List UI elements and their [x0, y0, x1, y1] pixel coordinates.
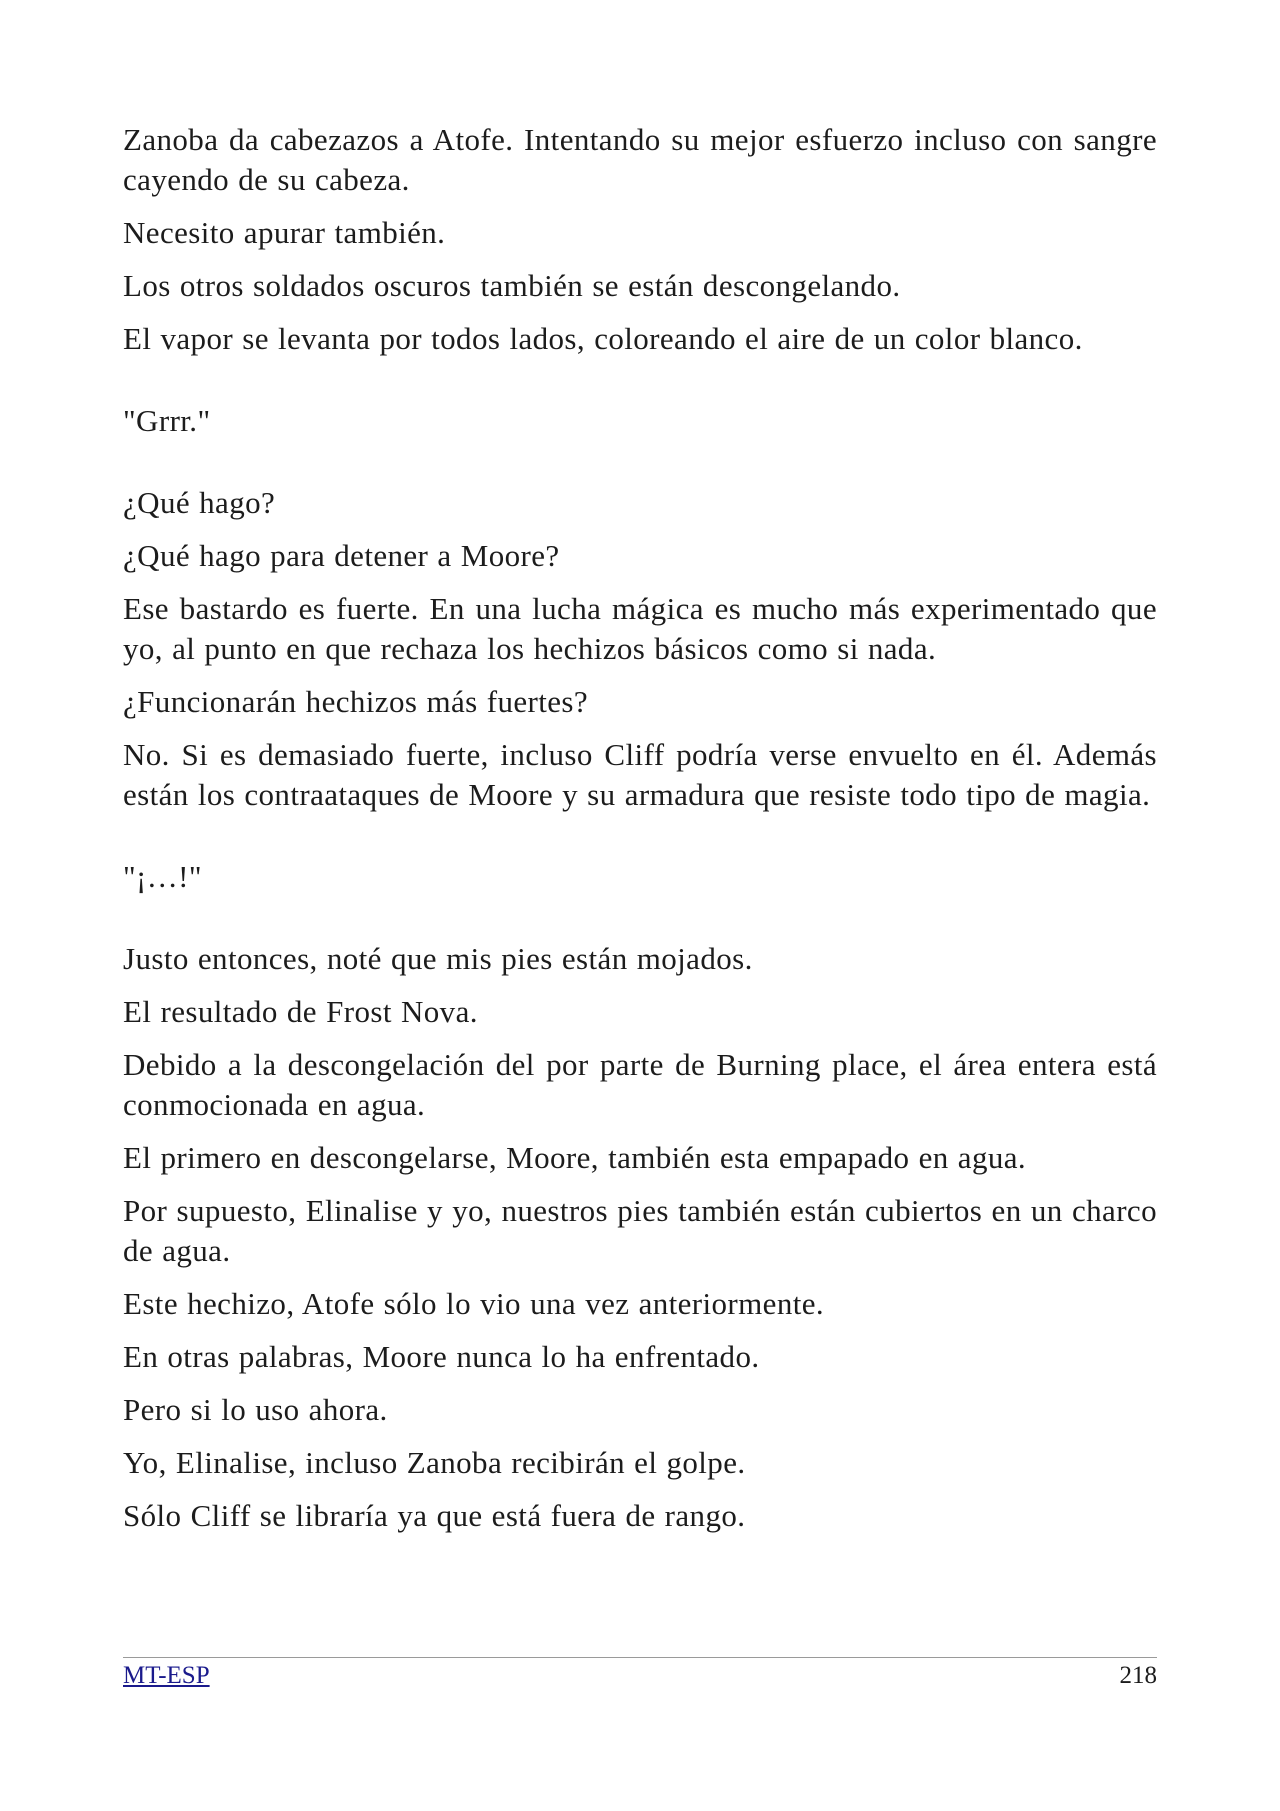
page-body — [123, 120, 1157, 1549]
dialogue-line: "¡…!" — [123, 859, 202, 894]
paragraph: Este hechizo, Atofe sólo lo vio una vez anteriormente. — [123, 1286, 825, 1321]
footer-divider — [123, 1657, 1157, 1658]
paragraph: El primero en descongelarse, Moore, también esta empapado en agua. — [123, 1140, 1027, 1175]
paragraph: ¿Funcionarán hechizos más fuertes? — [123, 684, 589, 719]
paragraph: En otras palabras, Moore nunca lo ha enfrentado. — [123, 1339, 760, 1374]
paragraph: Sólo Cliff se libraría ya que está fuera de rango. — [123, 1498, 746, 1533]
dialogue-line: "Grrr." — [123, 403, 211, 438]
paragraph: No. Si es demasiado fuerte, incluso Cliff podría verse envuelto en él. Además están los contraataques de Moore y su armadura que resiste todo tipo de magia. — [123, 737, 1157, 812]
paragraph: Pero si lo uso ahora. — [123, 1392, 388, 1427]
paragraph: Debido a la descongelación del por parte de Burning place, el área entera está conmocionada en agua. — [123, 1047, 1157, 1122]
page-footer — [123, 1660, 1157, 1692]
paragraph: El vapor se levanta por todos lados, coloreando el aire de un color blanco. — [123, 321, 1083, 356]
paragraph: Los otros soldados oscuros también se están descongelando. — [123, 268, 901, 303]
paragraph: Por supuesto, Elinalise y yo, nuestros pies también están cubiertos en un charco de agua. — [123, 1193, 1157, 1268]
page-number: 218 — [1119, 1662, 1157, 1689]
footer-source-link[interactable]: MT-ESP — [123, 1662, 210, 1689]
paragraph: Yo, Elinalise, incluso Zanoba recibirán el golpe. — [123, 1445, 746, 1480]
paragraph: El resultado de Frost Nova. — [123, 994, 478, 1029]
paragraph: Necesito apurar también. — [123, 215, 446, 250]
paragraph: ¿Qué hago para detener a Moore? — [123, 538, 560, 573]
paragraph: Ese bastardo es fuerte. En una lucha mágica es mucho más experimentado que yo, al punto en que rechaza los hechizos básicos como si nada. — [123, 591, 1157, 666]
paragraph: Justo entonces, noté que mis pies están mojados. — [123, 941, 753, 976]
paragraph: Zanoba da cabezazos a Atofe. Intentando su mejor esfuerzo incluso con sangre cayendo de su cabeza. — [123, 122, 1157, 197]
paragraph: ¿Qué hago? — [123, 485, 276, 520]
